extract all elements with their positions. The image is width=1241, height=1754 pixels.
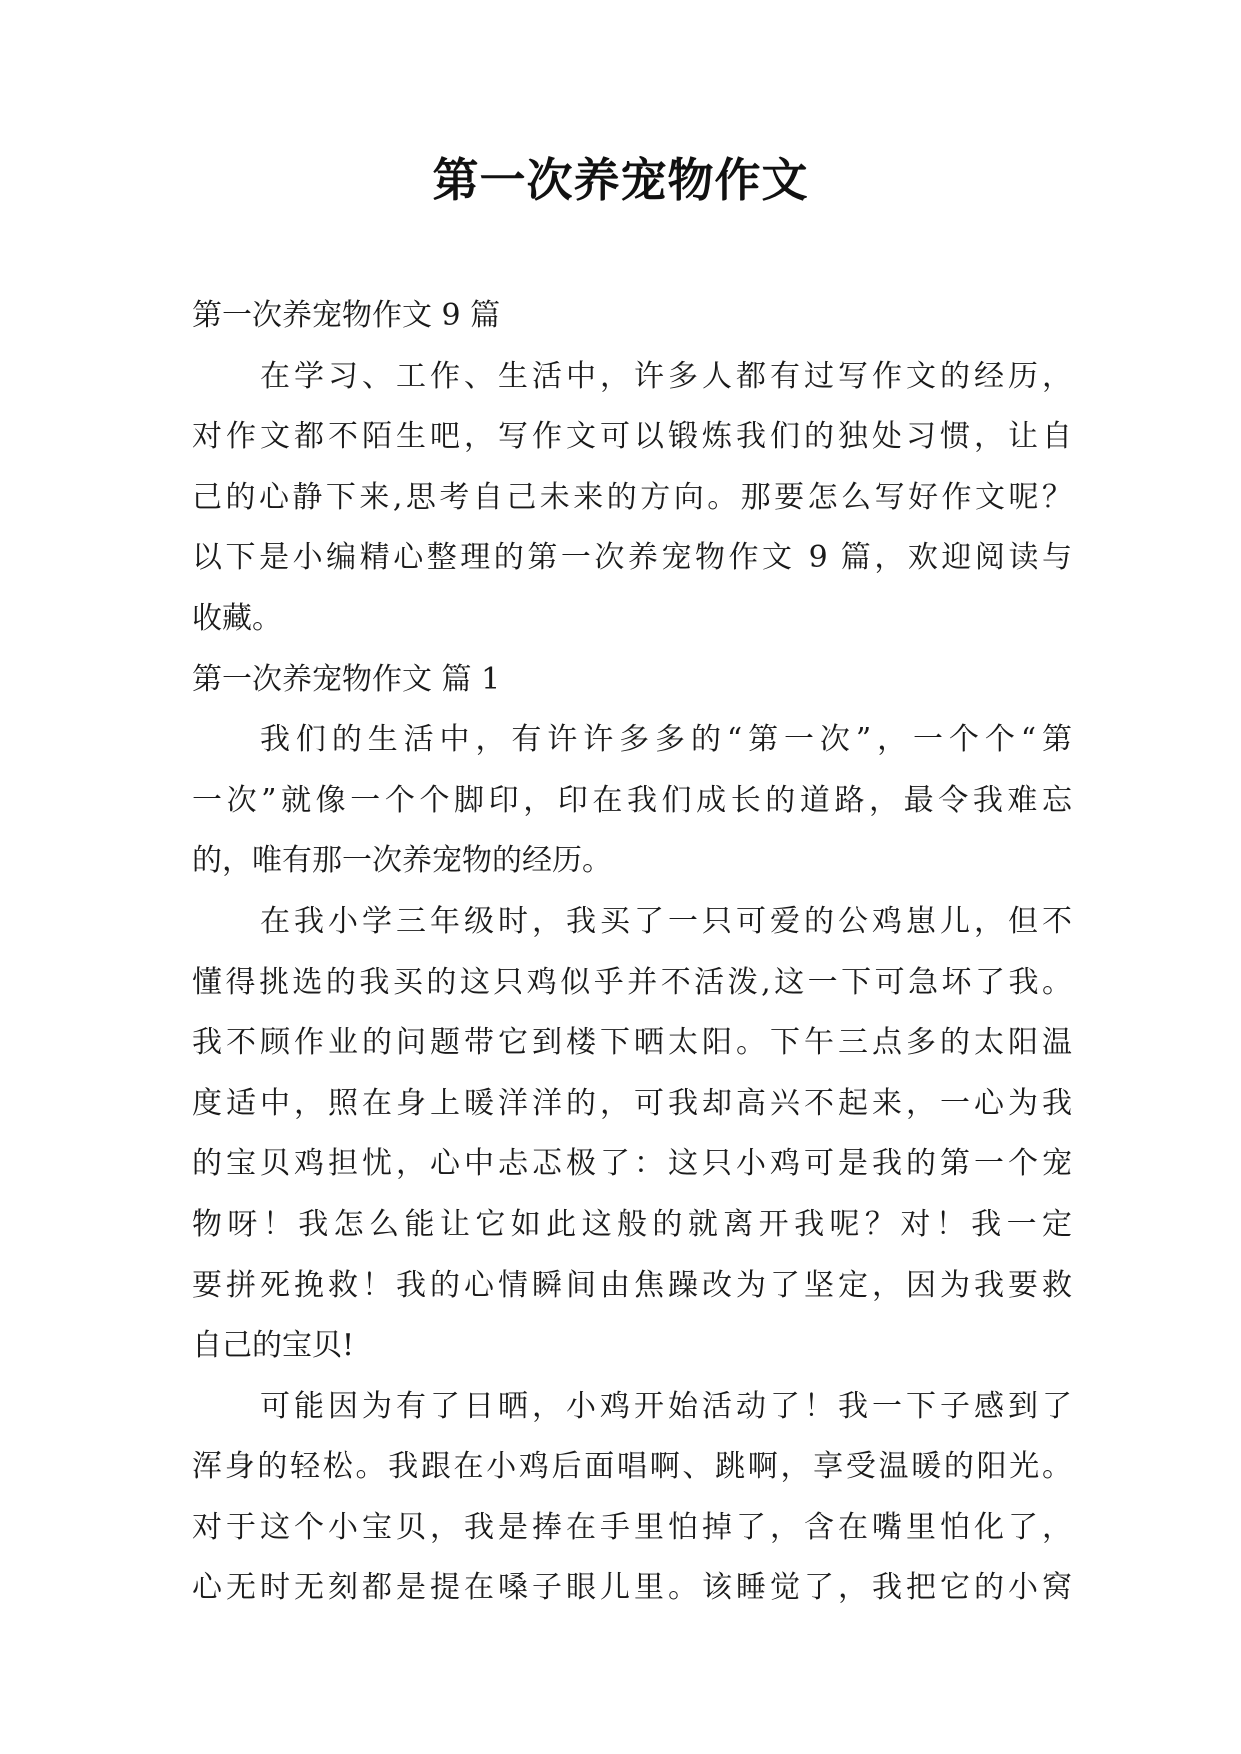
document-body <box>192 286 1072 1619</box>
document-title: 第一次养宠物作文 <box>432 153 809 207</box>
text-line: 在学习、工作、生活中，许多人都有过写作文的经历， <box>260 358 1072 394</box>
text-line: 以下是小编精心整理的第一次养宠物作文 9 篇，欢迎阅读与 <box>192 540 1072 576</box>
text-line: 我们的生活中，有许许多多的“第一次”，一个个“第 <box>260 722 1072 758</box>
text-line: 懂得挑选的我买的这只鸡似乎并不活泼,这一下可急坏了我。 <box>192 964 1072 1000</box>
text-line: 要拼死挽救！我的心情瞬间由焦躁改为了坚定，因为我要救 <box>192 1267 1072 1303</box>
text-line: 一次”就像一个个脚印，印在我们成长的道路，最令我难忘 <box>192 782 1072 818</box>
text-line: 我不顾作业的问题带它到楼下晒太阳。下午三点多的太阳温 <box>192 1025 1072 1061</box>
text-line: 收藏。 <box>192 600 282 636</box>
text-line: 的，唯有那一次养宠物的经历。 <box>192 843 612 879</box>
text-line: 对于这个小宝贝，我是捧在手里怕掉了，含在嘴里怕化了， <box>192 1509 1072 1545</box>
text-line: 可能因为有了日晒，小鸡开始活动了！我一下子感到了 <box>260 1388 1072 1424</box>
text-line: 的宝贝鸡担忧，心中忐忑极了：这只小鸡可是我的第一个宠 <box>192 1146 1072 1182</box>
text-line: 自己的宝贝! <box>192 1328 355 1364</box>
text-line: 物呀！我怎么能让它如此这般的就离开我呢？对！我一定 <box>192 1206 1072 1242</box>
text-line: 心无时无刻都是提在嗓子眼儿里。该睡觉了，我把它的小窝 <box>192 1570 1072 1606</box>
text-line: 度适中，照在身上暖洋洋的，可我却高兴不起来，一心为我 <box>192 1085 1072 1121</box>
text-line: 第一次养宠物作文 9 篇 <box>192 298 501 333</box>
text-line: 第一次养宠物作文 篇 1 <box>192 661 501 697</box>
text-line: 对作文都不陌生吧，写作文可以锻炼我们的独处习惯，让自 <box>192 419 1072 455</box>
text-line: 己的心静下来,思考自己未来的方向。那要怎么写好作文呢？ <box>192 479 1072 515</box>
text-line: 浑身的轻松。我跟在小鸡后面唱啊、跳啊，享受温暖的阳光。 <box>192 1449 1072 1485</box>
text-line: 在我小学三年级时，我买了一只可爱的公鸡崽儿，但不 <box>260 903 1072 939</box>
